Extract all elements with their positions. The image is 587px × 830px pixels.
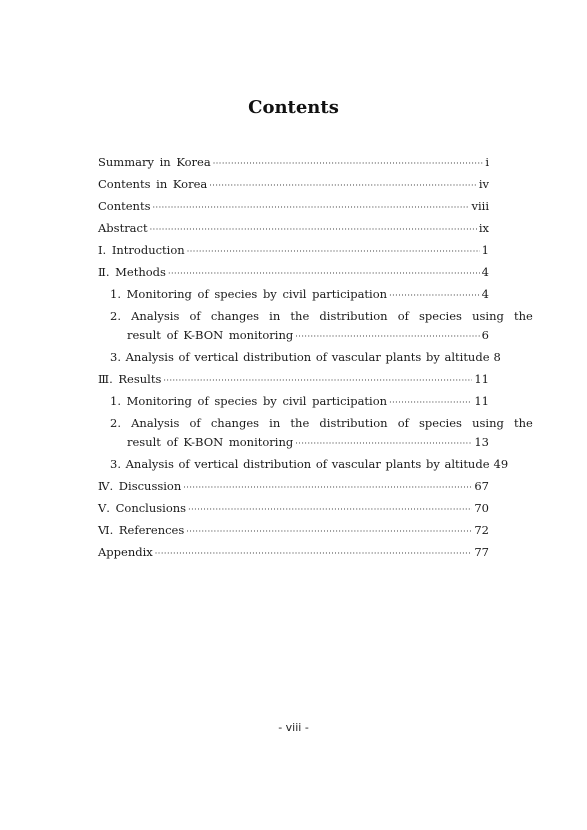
- toc-entry-page: iv: [478, 177, 489, 191]
- toc-entry-page: 77: [474, 545, 489, 559]
- toc-entry-label: 3. Analysis of vertical distribution of vascular plants by altitude: [110, 457, 490, 471]
- toc-entry-label: 2. Analysis of changes in the distribution of species using the: [110, 416, 533, 430]
- toc-leader-dots: [150, 223, 477, 236]
- toc-entry-page: 4: [481, 287, 489, 301]
- toc-entry-appendix[interactable]: [98, 544, 489, 560]
- toc-entry-page: viii: [471, 199, 489, 213]
- toc-entry-label: Contents: [98, 199, 151, 213]
- toc-entry-label: 1. Monitoring of species by civil participation: [110, 394, 388, 408]
- toc-entry-page: 49: [493, 457, 509, 471]
- toc-entry-label: Ⅰ. Introduction: [98, 243, 185, 257]
- toc-leader-dots: [295, 437, 472, 450]
- toc-entry-page: ix: [478, 221, 489, 235]
- toc-entry-page: 6: [481, 328, 489, 342]
- toc-entry-results-1[interactable]: [110, 393, 489, 409]
- toc-entry-results-2-line2[interactable]: [127, 434, 489, 450]
- toc-entry-label: Abstract: [98, 221, 148, 235]
- toc-leader-dots: [187, 245, 480, 258]
- toc-leader-dots: [209, 179, 477, 192]
- toc-leader-dots: [389, 289, 480, 302]
- toc-entry-label: Ⅵ. References: [98, 523, 185, 537]
- toc-entry-label: 1. Monitoring of species by civil participation: [110, 287, 388, 301]
- toc-entry-page: 11: [474, 394, 489, 408]
- toc-entry-page: 1: [481, 243, 489, 257]
- toc-leader-dots: [163, 374, 472, 387]
- toc-leader-dots: [389, 396, 472, 409]
- toc-entry-page: 70: [474, 501, 489, 515]
- toc-entry-page: 13: [474, 435, 489, 449]
- toc-entry-conclusions[interactable]: [98, 500, 489, 516]
- toc-entry-label: Ⅳ. Discussion: [98, 479, 182, 493]
- toc-entry-label: Appendix: [98, 545, 153, 559]
- toc-leader-dots: [295, 330, 479, 343]
- toc-entry-page: 11: [474, 372, 489, 386]
- toc-leader-dots: [183, 481, 472, 494]
- toc-entry-references[interactable]: [98, 522, 489, 538]
- toc-entry-methods[interactable]: [98, 264, 489, 280]
- toc-leader-dots: [155, 547, 473, 560]
- toc-leader-dots: [153, 201, 470, 214]
- toc-entry-page: i: [485, 155, 489, 169]
- toc-entry-label: result of K-BON monitoring: [127, 435, 294, 449]
- toc-entry-results[interactable]: [98, 371, 489, 387]
- toc-entry-introduction[interactable]: [98, 242, 489, 258]
- toc-leader-dots: [188, 503, 472, 516]
- toc-entry-contents[interactable]: [98, 198, 489, 214]
- toc-entry-methods-2-line2[interactable]: [127, 327, 489, 343]
- toc-entry-summary-in-korea[interactable]: [98, 154, 489, 170]
- toc-entry-label: Contents in Korea: [98, 177, 208, 191]
- toc-leader-dots: [168, 267, 480, 280]
- page-number-footer: - viii -: [278, 721, 309, 734]
- page-title: Contents: [248, 97, 339, 118]
- toc-entry-label: 3. Analysis of vertical distribution of vascular plants by altitude: [110, 350, 490, 364]
- toc-entry-page: 8: [493, 350, 501, 364]
- toc-leader-dots: [213, 157, 484, 170]
- toc-leader-dots: [186, 525, 472, 538]
- toc-entry-results-3[interactable]: [110, 456, 509, 472]
- toc-entry-label: Ⅱ. Methods: [98, 265, 166, 279]
- toc-entry-page: 67: [474, 479, 489, 493]
- toc-entry-abstract[interactable]: [98, 220, 489, 236]
- toc-entry-page: 72: [474, 523, 489, 537]
- toc-entry-page: 4: [481, 265, 489, 279]
- toc-entry-discussion[interactable]: [98, 478, 489, 494]
- toc-entry-label: 2. Analysis of changes in the distribution of species using the: [110, 309, 533, 323]
- toc-entry-label: Ⅲ. Results: [98, 372, 162, 386]
- toc-entry-contents-in-korea[interactable]: [98, 176, 489, 192]
- toc-entry-methods-2-line1[interactable]: [110, 308, 533, 324]
- toc-entry-label: result of K-BON monitoring: [127, 328, 294, 342]
- toc-entry-methods-3[interactable]: [110, 349, 501, 365]
- toc-entry-methods-1[interactable]: [110, 286, 489, 302]
- toc-entry-label: Summary in Korea: [98, 155, 211, 169]
- toc-entry-label: Ⅴ. Conclusions: [98, 501, 187, 515]
- toc-entry-results-2-line1[interactable]: [110, 415, 533, 431]
